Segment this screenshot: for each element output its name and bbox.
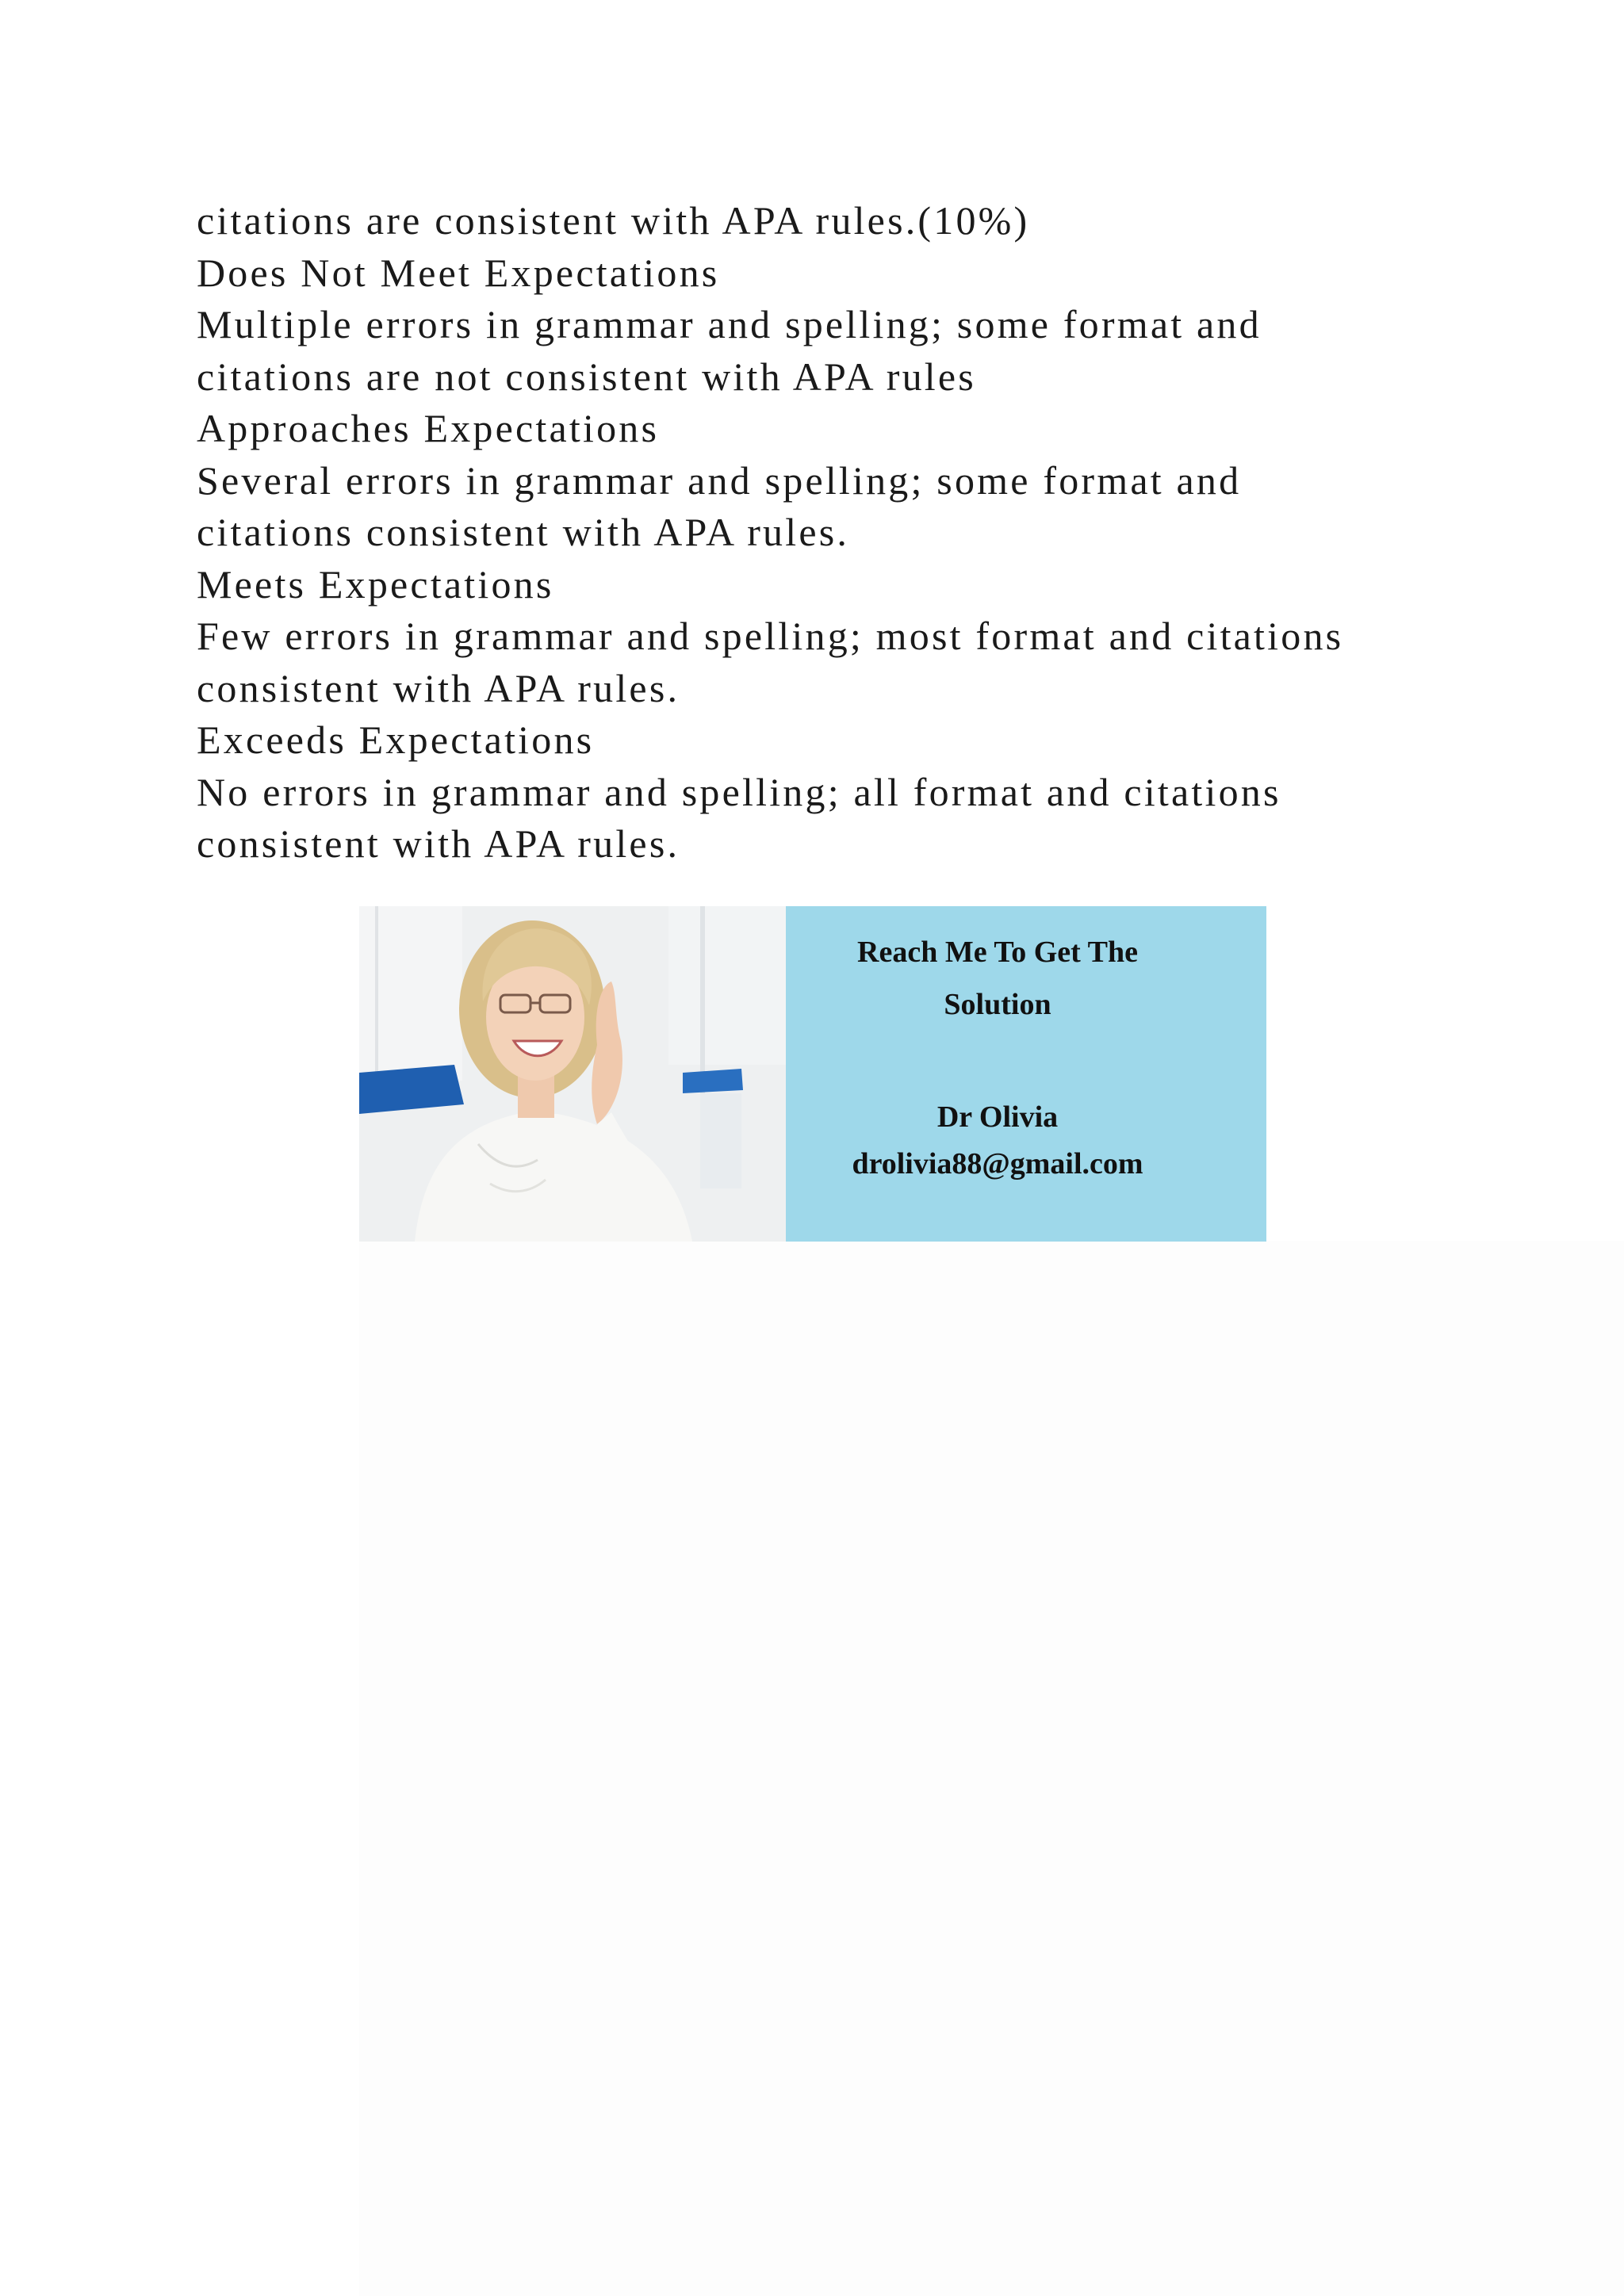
rubric-level-heading: Exceeds Expectations	[197, 718, 595, 762]
rubric-level-heading: Does Not Meet Expectations	[197, 250, 720, 295]
blank-lower-area	[359, 1241, 1624, 2296]
contact-info-panel	[786, 906, 1266, 1242]
rubric-level-heading: Meets Expectations	[197, 561, 554, 607]
text-line: No errors in grammar and spelling; all format and citations	[197, 769, 1281, 814]
text-line: Few errors in grammar and spelling; most format and citations	[197, 614, 1344, 658]
text-line: citations are not consistent with APA rules	[197, 354, 976, 399]
rubric-level-heading: Approaches Expectations	[197, 406, 660, 450]
contact-email: drolivia88@gmail.com	[852, 1147, 1143, 1181]
text-line: Several errors in grammar and spelling; some format and	[197, 457, 1242, 503]
text-line: consistent with APA rules.	[197, 821, 680, 866]
woman-with-glasses-photo	[359, 906, 786, 1242]
rubric-text	[197, 195, 1434, 871]
text-line: consistent with APA rules.	[197, 665, 680, 710]
text-line: citations are consistent with APA rules.(10%)	[197, 198, 1030, 243]
text-line: Multiple errors in grammar and spelling; some format and	[197, 302, 1262, 346]
text-line: citations consistent with APA rules.	[197, 510, 850, 554]
banner-heading-line2: Solution	[944, 988, 1051, 1021]
contact-name: Dr Olivia	[936, 1100, 1059, 1134]
banner-heading-line1: Reach Me To Get The	[857, 936, 1138, 969]
contact-banner	[359, 906, 1266, 1242]
